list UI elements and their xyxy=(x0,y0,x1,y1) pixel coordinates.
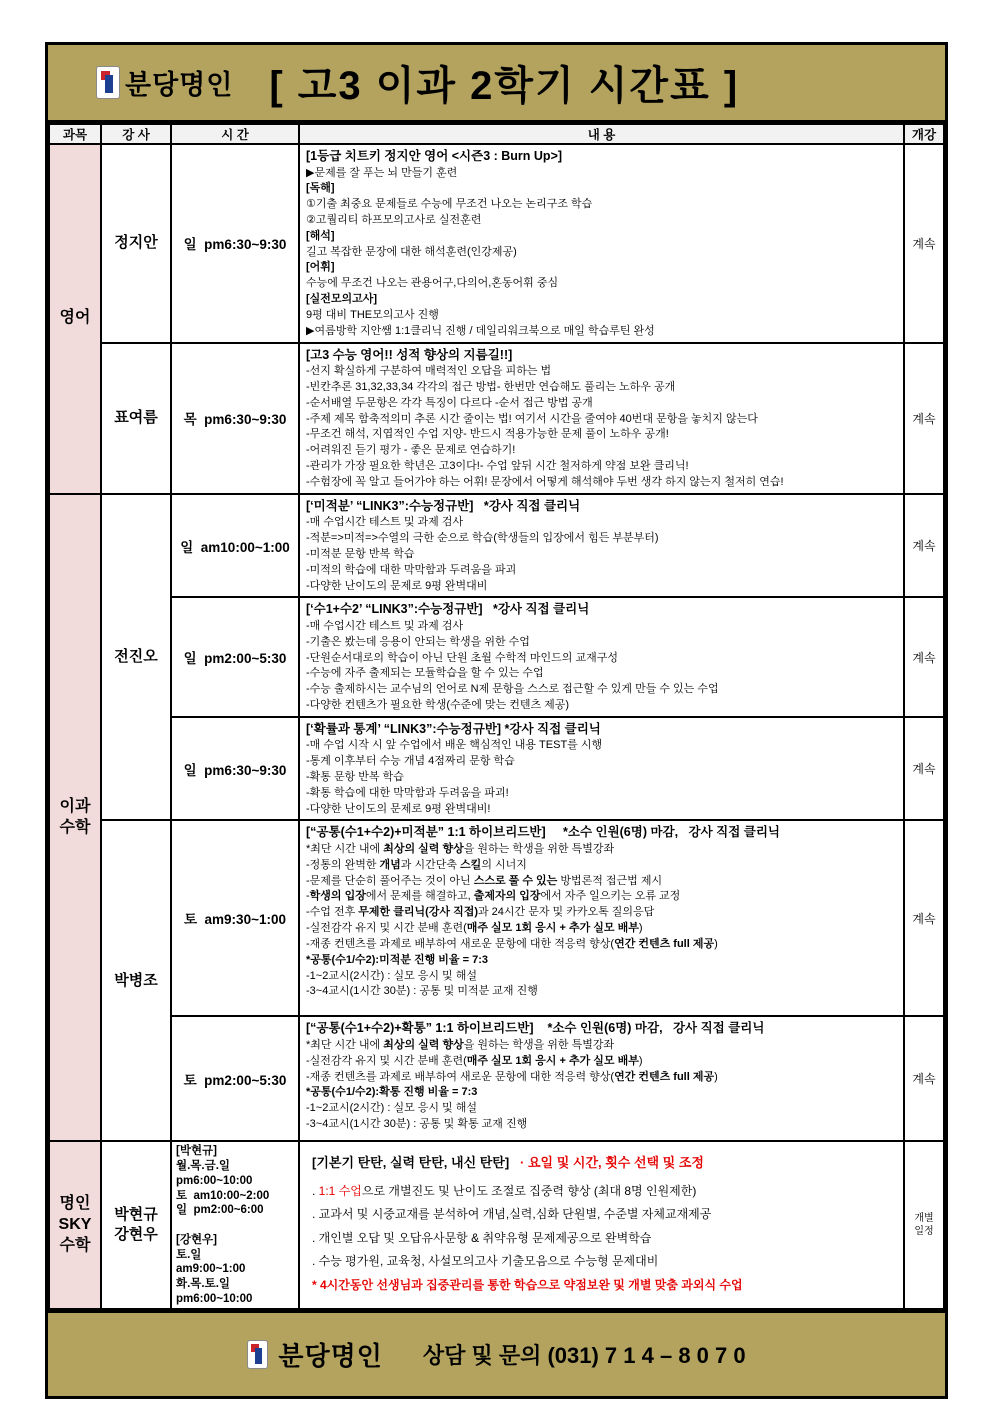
status-cell: 계속 xyxy=(904,597,944,716)
content-line: -무조건 해석, 지엽적인 수업 지양- 반드시 적용가능한 문제 풀이 노하우 공개! xyxy=(306,428,669,441)
content-line: -다양한 난이도의 문제로 9평 완벽대비 xyxy=(306,579,488,592)
content-line: . 1:1 수업으로 개별진도 및 난이도 조절로 집중력 향상 (최대 8명 인원제한) xyxy=(312,1184,697,1199)
content-line: -수능 출제하시는 교수님의 언어로 N제 문항을 스스로 접근할 수 있게 만들 수 있는 수업 xyxy=(306,683,719,696)
content-line: -미적분 문항 반복 학습 xyxy=(306,547,415,560)
content-line: -3~4교시(1시간 30분) : 공통 및 미적분 교재 진행 xyxy=(306,985,538,998)
status-cell: 계속 xyxy=(904,494,944,598)
time-cell: 토 pm2:00~5:30 xyxy=(171,1016,299,1141)
content-line: -매 수업 시작 시 앞 수업에서 배운 핵심적인 내용 TEST를 시행 xyxy=(306,739,603,752)
time-cell: 목 pm6:30~9:30 xyxy=(171,343,299,494)
content-line: 수능에 무조건 나오는 관용어구,다의어,혼동어휘 중심 xyxy=(306,277,559,290)
content-cell xyxy=(299,144,904,343)
instructor-cell: 전진오 xyxy=(101,494,171,821)
time-cell: 일 pm6:30~9:30 xyxy=(171,717,299,821)
content-line: -어려워진 듣기 평가 - 좋은 문제로 연습하기! xyxy=(306,444,516,457)
table-row xyxy=(49,1016,944,1141)
instructor-cell: 표여름 xyxy=(101,343,171,494)
content-line: ①기출 최중요 문제들로 수능에 무조건 나오는 논리구조 학습 xyxy=(306,198,593,211)
content-line: 길고 복잡한 문장에 대한 해석훈련(인강제공) xyxy=(306,245,517,258)
time-cell: 일 am10:00~1:00 xyxy=(171,494,299,598)
content-line: *공통(수1/수2):확통 진행 비율 = 7:3 xyxy=(306,1086,478,1099)
timetable-body xyxy=(49,144,944,1309)
content-cell xyxy=(299,717,904,821)
status-cell: 계속 xyxy=(904,144,944,343)
col-header-content: 내 용 xyxy=(299,124,904,144)
content-line: -매 수업시간 테스트 및 과제 검사 xyxy=(306,619,464,632)
content-line: -수업 전후 무제한 클리닉(강사 직접)과 24시간 문자 및 카카오톡 질의응답 xyxy=(306,906,655,919)
content-line: [실전모의고사] xyxy=(306,293,378,306)
content-heading: [고3 수능 영어!! 성적 향상의 지름길!!] xyxy=(306,347,513,362)
content-line: [독해] xyxy=(306,182,335,195)
content-line: -기출은 봤는데 응용이 안되는 학생을 위한 수업 xyxy=(306,635,530,648)
table-row xyxy=(49,597,944,716)
footer-bar xyxy=(48,1310,945,1396)
content-line: *공통(수1/수2):미적분 진행 비율 = 7:3 xyxy=(306,953,488,966)
content-line: -다양한 컨텐츠가 필요한 학생(수준에 맞는 컨텐츠 제공) xyxy=(306,699,570,712)
col-header-subject: 과목 xyxy=(49,124,101,144)
content-heading: [“공통(수1+수2)+확통” 1:1 하이브리드반] *소수 인원(6명) 마감, 강사 직접 클리닉 xyxy=(306,1021,765,1036)
subject-cell: 영어 xyxy=(49,144,101,494)
table-row xyxy=(49,144,944,343)
content-line: -학생의 입장에서 문제를 해결하고, 출제자의 입장에서 자주 일으키는 오류 교정 xyxy=(306,890,681,903)
content-line: -1~2교시(2시간) : 실모 응시 및 해설 xyxy=(306,969,477,982)
content-cell xyxy=(299,597,904,716)
status-cell: 계속 xyxy=(904,717,944,821)
content-line: [어휘] xyxy=(306,261,335,274)
content-line: ②고퀄리티 하프모의고사로 실전훈련 xyxy=(306,213,482,226)
time-cell: [박현규] 월.목.금.일 pm6:00~10:00 토 am10:00~2:00 일 pm2:00~6:00 [강현우] 토.일 am9:00~1:00 화.목.토.일 pm6:00~10:00 xyxy=(171,1141,299,1309)
title-bar xyxy=(48,45,945,123)
content-heading: [‘수1+수2’ “LINK3”:수능정규반] *강사 직접 클리닉 xyxy=(306,602,590,617)
content-line: [해석] xyxy=(306,229,335,242)
content-heading: [‘확률과 통계’ “LINK3”:수능정규반] *강사 직접 클리닉 xyxy=(306,721,601,736)
status-cell: 개별 일정 xyxy=(904,1141,944,1309)
content-line: -적분=>미적=>수열의 극한 순으로 학습(학생들의 입장에서 힘든 부분부터) xyxy=(306,532,659,545)
content-line: -다양한 난이도의 문제로 9평 완벽대비! xyxy=(306,802,491,815)
time-cell: 일 pm6:30~9:30 xyxy=(171,144,299,343)
content-line: -단원순서대로의 학습이 아닌 단원 초월 수학적 마인드의 교재구성 xyxy=(306,651,618,664)
academy-name: 분당명인 xyxy=(125,70,234,100)
content-line: . 개인별 오답 및 오답유사문항 & 취약유형 문제제공으로 완벽학습 xyxy=(312,1230,652,1245)
content-line: -재종 컨텐츠를 과제로 배부하여 새로운 문항에 대한 적응력 향상(연간 컨텐츠 full 제공) xyxy=(306,1070,718,1083)
content-cell xyxy=(299,1016,904,1141)
content-heading: [기본기 탄탄, 실력 탄탄, 내신 탄탄] · 요일 및 시간, 횟수 선택 및 조정 xyxy=(312,1154,704,1170)
status-cell: 계속 xyxy=(904,343,944,494)
content-line: -확통 학습에 대한 막막함과 두려움을 파괴! xyxy=(306,786,509,799)
subject-cell: 이과 수학 xyxy=(49,494,101,1142)
timetable-sheet xyxy=(45,42,948,1399)
content-line: -수능에 자주 출제되는 모듈학습을 할 수 있는 수업 xyxy=(306,667,544,680)
timetable xyxy=(48,123,945,1310)
content-line: -실전감각 유지 및 시간 분배 훈련(매주 실모 1회 응시 + 추가 실모 배부) xyxy=(306,1054,643,1067)
table-row xyxy=(49,717,944,821)
academy-logo-icon xyxy=(96,66,120,99)
column-header-row xyxy=(49,124,944,144)
content-heading: [“공통(수1+수2)+미적분” 1:1 하이브리드반] *소수 인원(6명) 마감, 강사 직접 클리닉 xyxy=(306,825,780,840)
content-cell xyxy=(299,820,904,1016)
page-title: [ 고3 이과 2학기 시간표 ] xyxy=(269,64,740,108)
content-line: -빈칸추론 31,32,33,34 각각의 접근 방법- 한번만 연습해도 풀리는 노하우 공개 xyxy=(306,380,676,393)
content-line: -수험장에 꼭 알고 들어가야 하는 어휘! 문장에서 어떻게 해석해야 두번 생각 하지 않는지 철저히 연습! xyxy=(306,475,784,488)
content-line: -실전감각 유지 및 시간 분배 훈련(매주 실모 1회 응시 + 추가 실모 배부) xyxy=(306,922,643,935)
content-line: ▶여름방학 지안쌤 1:1클리닉 진행 / 데일리워크북으로 매일 학습루틴 완성 xyxy=(306,324,655,337)
footer-logo-icon xyxy=(247,1340,268,1369)
table-row xyxy=(49,1141,944,1309)
content-line: -정통의 완벽한 개념과 시간단축 스킬의 시너지 xyxy=(306,858,527,871)
content-line: -통계 이후부터 수능 개념 4점짜리 문항 학습 xyxy=(306,755,515,768)
footer-academy-name: 분당명인 xyxy=(278,1341,383,1372)
content-line: -3~4교시(1시간 30분) : 공통 및 확통 교재 진행 xyxy=(306,1118,528,1131)
content-cell xyxy=(299,1141,904,1309)
instructor-cell: 박병조 xyxy=(101,820,171,1141)
table-row xyxy=(49,343,944,494)
col-header-instructor: 강 사 xyxy=(101,124,171,144)
content-cell xyxy=(299,343,904,494)
time-cell: 일 pm2:00~5:30 xyxy=(171,597,299,716)
table-row xyxy=(49,494,944,598)
content-cell xyxy=(299,494,904,598)
content-line: -확통 문항 반복 학습 xyxy=(306,771,404,783)
content-line: ▶문제를 잘 푸는 뇌 만들기 훈련 xyxy=(306,166,458,179)
status-cell: 계속 xyxy=(904,820,944,1016)
content-line: 9평 대비 THE모의고사 진행 xyxy=(306,308,439,321)
time-cell: 토 am9:30~1:00 xyxy=(171,820,299,1016)
content-line: . 수능 평가원, 교육청, 사설모의고사 기출모음으로 수능형 문제대비 xyxy=(312,1254,659,1269)
table-row xyxy=(49,820,944,1016)
content-heading: [‘미적분’ “LINK3”:수능정규반] *강사 직접 클리닉 xyxy=(306,498,581,513)
status-cell: 계속 xyxy=(904,1016,944,1141)
subject-cell: 명인 SKY 수학 xyxy=(49,1141,101,1309)
content-line: -미적의 학습에 대한 막막함과 두려움을 파괴 xyxy=(306,563,517,576)
content-line: -순서배열 두문항은 각각 특징이 다르다 -순서 접근 방법 공개 xyxy=(306,396,593,409)
content-line: * 4시간동안 선생님과 집중관리를 통한 학습으로 약점보완 및 개별 맞춤 과외식 수업 xyxy=(312,1277,743,1292)
content-line: *최단 시간 내에 최상의 실력 향상을 원하는 학생을 위한 특별강좌 xyxy=(306,1038,615,1051)
content-heading: [1등급 치트키 정지안 영어 <시즌3 : Burn Up>] xyxy=(306,149,563,163)
col-header-time: 시 간 xyxy=(171,124,299,144)
footer-contact: 상담 및 문의 (031) 7 1 4 – 8 0 7 0 xyxy=(422,1343,746,1369)
content-line: . 교과서 및 시중교재를 분석하여 개념,실력,심화 단원별, 수준별 자체교재제공 xyxy=(312,1207,712,1222)
content-line: *최단 시간 내에 최상의 실력 향상을 원하는 학생을 위한 특별강좌 xyxy=(306,842,615,855)
content-line: -주제 제목 함축적의미 추론 시간 줄이는 법! 여기서 시간을 줄여야 40번대 문항을 놓치지 않는다 xyxy=(306,412,758,425)
content-line: -문제를 단순히 풀어주는 것이 아닌 스스로 풀 수 있는 방법론적 접근법 제시 xyxy=(306,874,663,887)
content-line: -재종 컨텐츠를 과제로 배부하여 새로운 문항에 대한 적응력 향상(연간 컨텐츠 full 제공) xyxy=(306,937,718,950)
col-header-status: 개강 xyxy=(904,124,944,144)
content-line: -관리가 가장 필요한 학년은 고3이다!- 수업 앞뒤 시간 철저하게 약점 보완 클리닉! xyxy=(306,460,689,473)
content-line: -매 수업시간 테스트 및 과제 검사 xyxy=(306,516,464,529)
content-line: -1~2교시(2시간) : 실모 응시 및 해설 xyxy=(306,1102,477,1115)
instructor-cell: 정지안 xyxy=(101,144,171,343)
content-line: -선지 확실하게 구분하여 매력적인 오답을 피하는 법 xyxy=(306,365,552,378)
instructor-cell: 박현규 강현우 xyxy=(101,1141,171,1309)
